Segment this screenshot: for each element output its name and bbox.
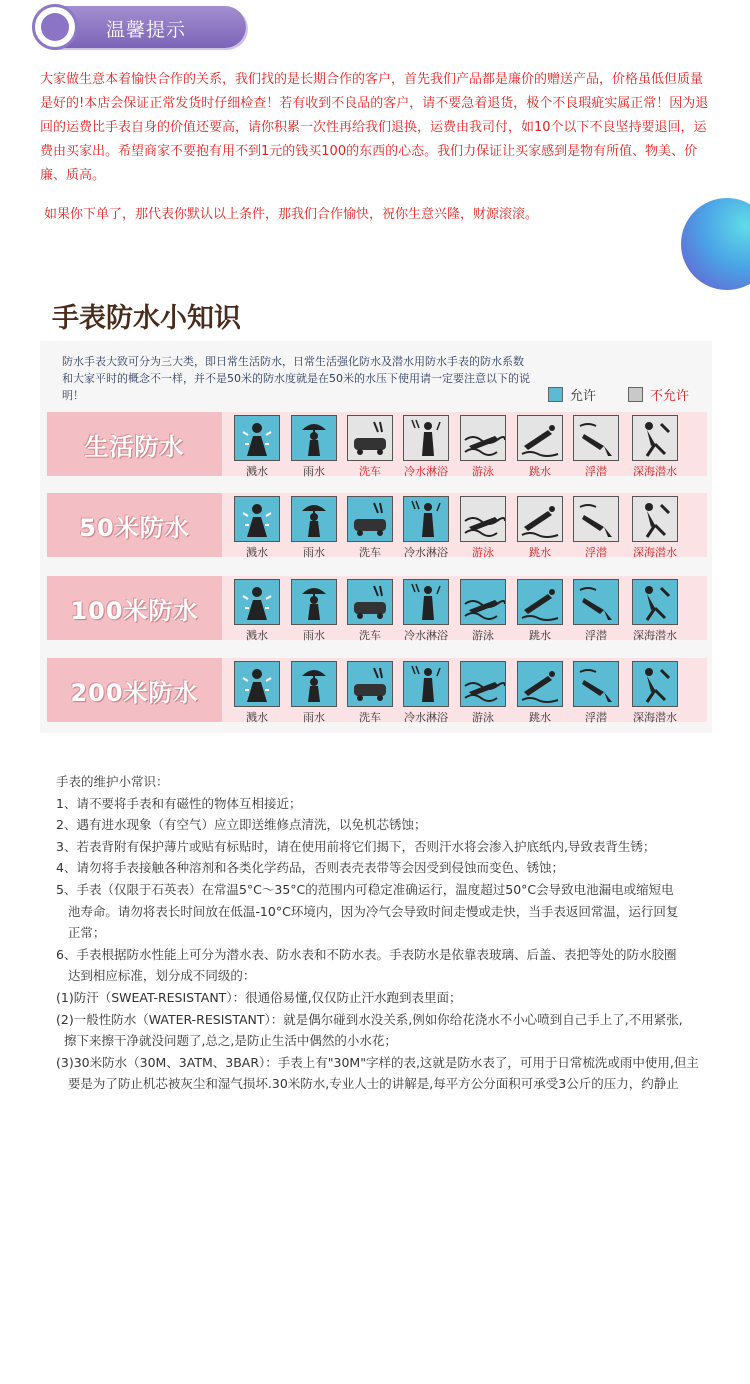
rain-icon (291, 496, 337, 542)
shower-icon (403, 579, 449, 625)
activity-label: 浮潜 (585, 629, 607, 642)
activity-label: 游泳 (472, 629, 494, 642)
chart-intro: 防水手表大致可分为三大类，即日常生活防水，日常生活强化防水及潜水用防水手表的防水系数和大家平时的概念不一样，并不是50米的防水度就是在50米的水压下使用请一定要注意以下的说明！ (62, 355, 530, 402)
activity-cell (629, 579, 681, 643)
waterproof-chart (40, 341, 712, 733)
activity-cell (231, 415, 283, 479)
legend-allow-swatch (548, 387, 563, 402)
activity-cell (570, 661, 622, 725)
diving-icon (517, 661, 563, 707)
car-wash-icon (347, 579, 393, 625)
tip-line: 5、手表（仅限于石英表）在常温5°C～35°C的范围内可稳定准确运行，温度超过50°C会导致电池漏电或缩短电 (56, 881, 674, 897)
activity-label: 游泳 (472, 546, 494, 559)
activity-label: 浮潜 (585, 546, 607, 559)
activity-label: 游泳 (472, 465, 494, 478)
shower-icon (403, 415, 449, 461)
tip-line: (3)30米防水（30M、3ATM、3BAR）：手表上有"30M"字样的表,这就是防水表了，可用于日常梳洗或雨中使用,但主 (56, 1054, 699, 1070)
chart-row (47, 576, 707, 640)
activity-label: 深海潜水 (633, 711, 677, 724)
activity-cell (288, 415, 340, 479)
activity-cell (344, 579, 396, 643)
banner-circle-icon (32, 4, 78, 50)
tip-line: 要是为了防止机芯被灰尘和湿气损坏.30米防水,专业人士的讲解是,每平方公分面积可承受3公斤的压力，约静止 (56, 1076, 679, 1092)
activity-label: 浮潜 (585, 711, 607, 724)
rain-icon (291, 415, 337, 461)
shower-icon (403, 496, 449, 542)
row-label: 100米防水 (70, 596, 199, 625)
legend-allow (548, 385, 596, 404)
activity-cell (629, 496, 681, 560)
car-wash-icon (347, 415, 393, 461)
tip-line: (1)防汗（SWEAT-RESISTANT）：很通俗易懂,仅仅防止汗水跑到表里面； (56, 989, 462, 1005)
legend-deny-label: 不允许 (650, 389, 690, 404)
activity-label: 游泳 (472, 711, 494, 724)
chart-row (47, 493, 707, 557)
tip-line: 擦下来擦干净就没问题了,总之,是防止生活中偶然的小水花； (56, 1033, 397, 1049)
swimming-icon (460, 496, 506, 542)
activity-label: 浮潜 (585, 465, 607, 478)
tip-line: 6、手表根据防水性能上可分为潜水表、防水表和不防水表。手表防水是依靠表玻璃、后盖、表把等处的防水胶圈 (56, 946, 677, 962)
row-label: 200米防水 (70, 678, 199, 707)
tip-line: 2、遇有进水现象（有空气）应立即送维修点清洗，以免机芯锈蚀； (56, 817, 427, 833)
warm-tips-banner (34, 6, 246, 48)
activity-cell (231, 496, 283, 560)
swimming-icon (460, 415, 506, 461)
activity-label: 深海潜水 (633, 629, 677, 642)
snorkeling-icon (573, 661, 619, 707)
rain-icon (291, 579, 337, 625)
maintenance-tips (56, 771, 704, 1095)
row-label: 生活防水 (84, 432, 185, 461)
legend-allow-label: 允许 (570, 389, 597, 404)
activity-label: 跳水 (529, 465, 551, 478)
legend-deny (628, 385, 689, 404)
deep-sea-diving-icon (632, 579, 678, 625)
shower-icon (403, 661, 449, 707)
activity-cell (457, 496, 509, 560)
swimming-icon (460, 661, 506, 707)
activity-cell (457, 415, 509, 479)
activity-label: 跳水 (529, 629, 551, 642)
activity-label: 溅水 (246, 546, 268, 559)
row-label: 50米防水 (79, 513, 190, 542)
activity-cell (288, 496, 340, 560)
activity-cell (288, 579, 340, 643)
activity-label: 冷水淋浴 (404, 629, 448, 642)
decorative-ball (681, 198, 750, 290)
activity-label: 溅水 (246, 629, 268, 642)
snorkeling-icon (573, 579, 619, 625)
legend-deny-swatch (628, 387, 643, 402)
activity-cell (629, 415, 681, 479)
activity-label: 溅水 (246, 711, 268, 724)
diving-icon (517, 415, 563, 461)
tip-line: 达到相应标准，划分成不同级的： (56, 968, 256, 984)
activity-cell (570, 496, 622, 560)
activity-label: 洗车 (359, 465, 381, 478)
activity-cell (344, 415, 396, 479)
snorkeling-icon (573, 496, 619, 542)
knowledge-title: 手表防水小知识 (52, 303, 241, 334)
splash-icon (234, 579, 280, 625)
activity-label: 洗车 (359, 711, 381, 724)
activity-cell (231, 579, 283, 643)
tip-line: 手表的维护小常识： (56, 774, 169, 789)
diving-icon (517, 496, 563, 542)
activity-label: 跳水 (529, 546, 551, 559)
activity-cell (629, 661, 681, 725)
snorkeling-icon (573, 415, 619, 461)
tip-line: 4、请勿将手表接触各种溶剂和各类化学药品，否则表壳表带等会因受到侵蚀而变色、锈蚀； (56, 860, 564, 876)
activity-cell (344, 496, 396, 560)
tip-line: 1、请不要将手表和有磁性的物体互相接近； (56, 795, 302, 811)
activity-cell (344, 661, 396, 725)
activity-label: 深海潜水 (633, 465, 677, 478)
activity-label: 洗车 (359, 546, 381, 559)
tip-line: (2)一般性防水（WATER-RESISTANT）：就是偶尔碰到水没关系,例如你给花浇水不小心喷到自己手上了,不用紧张, (56, 1011, 683, 1027)
splash-icon (234, 496, 280, 542)
activity-label: 冷水淋浴 (404, 711, 448, 724)
tip-line: 池寿命。请勿将表长时间放在低温-10°C环境内，因为冷气会导致时间走慢或走快，当手表返回常温，运行回复 (56, 903, 679, 919)
chart-row (47, 658, 707, 722)
activity-cell (400, 661, 452, 725)
car-wash-icon (347, 496, 393, 542)
activity-label: 跳水 (529, 711, 551, 724)
tip-line: 3、若表背附有保护薄片或贴有标贴时，请在使用前将它们揭下，否则汗水将会渗入护底纸内,导致表背生锈； (56, 838, 656, 854)
chart-row (47, 412, 707, 476)
activity-cell (570, 415, 622, 479)
activity-label: 深海潜水 (633, 546, 677, 559)
swimming-icon (460, 579, 506, 625)
activity-cell (514, 579, 566, 643)
activity-label: 冷水淋浴 (404, 546, 448, 559)
activity-cell (400, 579, 452, 643)
tip-line: 正常； (56, 925, 106, 941)
diving-icon (517, 579, 563, 625)
activity-label: 洗车 (359, 629, 381, 642)
activity-cell (231, 661, 283, 725)
activity-cell (514, 415, 566, 479)
activity-cell (457, 661, 509, 725)
splash-icon (234, 661, 280, 707)
deep-sea-diving-icon (632, 661, 678, 707)
car-wash-icon (347, 661, 393, 707)
activity-label: 雨水 (303, 546, 325, 559)
deep-sea-diving-icon (632, 496, 678, 542)
activity-label: 雨水 (303, 465, 325, 478)
notice-paragraph: 大家做生意本着愉快合作的关系，我们找的是长期合作的客户，首先我们产品都是廉价的赠送产品，价格虽低但质量是好的!本店会保证正常发货时仔细检查！若有收到不良品的客户，请不要急着退货，极个不良瑕疵实属正常！因为退回的运费比手表自身的价值还要高，请你积累一次性再给我们退换，运费由我司付，如10个以下不良坚持要退回，运费由买家出。希望商家不要抱有用不到1元的钱买100的东西的心态。我们力保证让买家感到是物有所值、物美、价廉、质高。 (40, 72, 709, 183)
notice-closing: 如果你下单了，那代表你默认以上条件，那我们合作愉快，祝你生意兴隆，财源滚滚。 (44, 207, 539, 222)
deep-sea-diving-icon (632, 415, 678, 461)
activity-label: 溅水 (246, 465, 268, 478)
activity-cell (400, 496, 452, 560)
activity-cell (400, 415, 452, 479)
splash-icon (234, 415, 280, 461)
activity-label: 雨水 (303, 629, 325, 642)
activity-cell (514, 661, 566, 725)
activity-cell (288, 661, 340, 725)
activity-label: 雨水 (303, 711, 325, 724)
activity-cell (457, 579, 509, 643)
activity-cell (570, 579, 622, 643)
activity-label: 冷水淋浴 (404, 465, 448, 478)
banner-title: 温馨提示 (106, 19, 187, 41)
activity-cell (514, 496, 566, 560)
rain-icon (291, 661, 337, 707)
